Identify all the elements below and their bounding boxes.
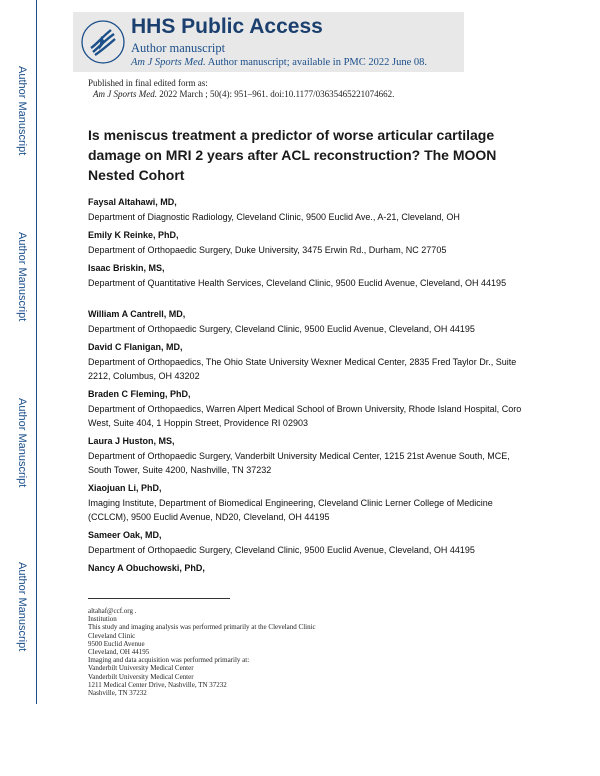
author-name: Faysal Altahawi, MD, — [88, 197, 177, 207]
author-name: Nancy A Obuchowski, PhD, — [88, 563, 205, 573]
published-citation — [93, 89, 394, 99]
author-name: Isaac Briskin, MS, — [88, 263, 165, 273]
published-details: 2022 March ; 50(4): 951–961. doi:10.1177/03635465221074662. — [157, 89, 395, 99]
author-name: William A Cantrell, MD, — [88, 309, 186, 319]
author-block — [88, 434, 528, 478]
author-block — [88, 528, 528, 557]
footnote-line: 9500 Euclid Avenue — [88, 639, 145, 648]
footnote-line: Nashville, TN 37232 — [88, 689, 147, 698]
footnote-line: This study and imaging analysis was performed primarily at the Cleveland Clinic — [88, 623, 316, 632]
author-affiliation: Department of Orthopaedic Surgery, Cleveland Clinic, 9500 Euclid Avenue, Cleveland, OH 44195 — [88, 323, 475, 334]
author-affiliation: Department of Diagnostic Radiology, Cleveland Clinic, 9500 Euclid Ave., A-21, Cleveland, OH — [88, 211, 460, 222]
author-affiliation: Department of Orthopaedics, Warren Alpert Medical School of Brown University, Rhode Island Hospital, Coro West, Suite 404, 1 Hoppin Street, Providence RI 02903 — [88, 403, 522, 428]
author-affiliation: Imaging Institute, Department of Biomedical Engineering, Cleveland Clinic Lerner College of Medicine (CCLCM), 9500 Euclid Avenue, ND20, Cleveland, OH 44195 — [88, 497, 493, 522]
side-label-3: Author Manuscript — [16, 398, 28, 488]
banner-citation-rest: Author manuscript; available in PMC 2022 June 08. — [205, 57, 428, 68]
author-name: Xiaojuan Li, PhD, — [88, 483, 162, 493]
author-affiliation: Department of Orthopaedic Surgery, Cleveland Clinic, 9500 Euclid Avenue, Cleveland, OH 44195 — [88, 544, 475, 555]
footnote-email[interactable]: altahaf@ccf.org . — [88, 607, 137, 615]
author-affiliation: Department of Orthopaedic Surgery, Vanderbilt University Medical Center, 1215 21st Avenue South, MCE, South Tower, Suite 4200, Nashville, TN 37232 — [88, 450, 510, 475]
author-name: David C Flanigan, MD, — [88, 342, 183, 352]
side-label-4: Author Manuscript — [16, 562, 28, 652]
footnote-line: 1211 Medical Center Drive, Nashville, TN 37232 — [88, 680, 227, 689]
published-journal: Am J Sports Med. — [93, 89, 157, 99]
banner-citation — [131, 57, 427, 68]
banner-subtitle: Author manuscript — [131, 41, 226, 55]
author-affiliation: Department of Orthopaedics, The Ohio State University Wexner Medical Center, 2835 Fred Taylor Dr., Suite 2212, Columbus, OH 43202 — [88, 356, 517, 381]
author-block — [88, 387, 528, 431]
footnote-line: Vanderbilt University Medical Center — [88, 672, 194, 681]
footnote-line: Cleveland, OH 44195 — [88, 648, 150, 657]
author-block — [88, 481, 528, 525]
left-rule — [36, 0, 37, 704]
author-affiliation: Department of Quantitative Health Services, Cleveland Clinic, 9500 Euclid Avenue, Cleveland, OH 44195 — [88, 277, 507, 288]
side-label-2: Author Manuscript — [16, 232, 28, 322]
author-block — [88, 340, 528, 384]
hhs-eagle-logo-icon — [81, 20, 125, 64]
side-label-1: Author Manuscript — [16, 66, 28, 156]
footnote-line: Vanderbilt University Medical Center — [88, 664, 194, 673]
author-name: Braden C Fleming, PhD, — [88, 389, 191, 399]
author-affiliation: Department of Orthopaedic Surgery, Duke University, 3475 Erwin Rd., Durham, NC 27705 — [88, 244, 447, 255]
footnote-rule — [88, 598, 230, 599]
hhs-banner — [73, 12, 464, 72]
article-title: Is meniscus treatment a predictor of worse articular cartilage damage on MRI 2 years after ACL reconstruction? The MOON Nested Cohort — [88, 127, 497, 183]
footnote-line: Cleveland Clinic — [88, 631, 136, 640]
author-block — [88, 261, 528, 290]
author-block — [88, 195, 528, 224]
banner-title: HHS Public Access — [131, 15, 323, 38]
author-name: Emily K Reinke, PhD, — [88, 230, 179, 240]
author-name: Laura J Huston, MS, — [88, 436, 175, 446]
footnotes — [88, 607, 316, 697]
author-name: Sameer Oak, MD, — [88, 530, 162, 540]
author-block — [88, 228, 528, 257]
published-label: Published in final edited form as: — [88, 78, 208, 88]
author-block — [88, 561, 528, 576]
author-block — [88, 307, 528, 336]
banner-citation-journal: Am J Sports Med. — [131, 57, 206, 68]
footnote-line: Imaging and data acquisition was performed primarily at: — [88, 656, 250, 665]
footnote-line: Institution — [88, 615, 117, 624]
